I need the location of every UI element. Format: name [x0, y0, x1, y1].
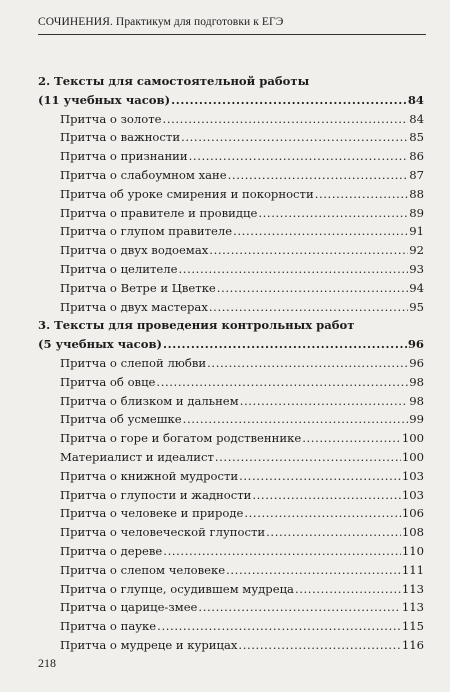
toc-entry-title: Притча о слепом человеке — [60, 562, 226, 577]
toc-entry — [38, 298, 424, 317]
toc-entry-page: 113 — [401, 581, 424, 596]
toc-section-heading — [38, 72, 424, 91]
toc-entry-title: Притча о слепой любви — [60, 355, 207, 370]
dot-leader — [198, 598, 400, 617]
toc-entry-page: 93 — [409, 261, 424, 276]
dot-leader — [209, 298, 408, 317]
toc-entry — [38, 504, 424, 523]
dot-leader — [315, 185, 409, 204]
toc-entry-page: 106 — [401, 506, 424, 521]
dot-leader — [189, 147, 409, 166]
dot-leader — [226, 561, 401, 580]
dot-leader — [239, 467, 401, 486]
dot-leader — [217, 279, 408, 298]
dot-leader — [156, 373, 408, 392]
toc-section-hours — [38, 335, 424, 354]
toc-entry-page: 98 — [409, 393, 424, 408]
toc-entry-title: Притча о двух мастерах — [60, 299, 208, 314]
dot-leader — [252, 486, 401, 505]
toc-entry-page: 115 — [401, 619, 424, 634]
toc-entry-page: 100 — [401, 449, 424, 464]
toc-entry — [38, 580, 424, 599]
dot-leader — [157, 617, 401, 636]
toc-entry-title: Притча о целителе — [60, 261, 178, 276]
dot-leader — [258, 204, 408, 223]
toc-entry-page: 92 — [409, 243, 424, 258]
toc-entry — [38, 392, 424, 411]
toc-entry-title: Притча о дереве — [60, 543, 163, 558]
dot-leader — [163, 335, 407, 354]
toc-entry — [38, 448, 424, 467]
dot-leader — [295, 580, 401, 599]
toc-section-hours — [38, 91, 424, 110]
toc-entry-title: 2. Тексты для самостоятельной работы — [38, 74, 310, 88]
dot-leader — [244, 504, 401, 523]
dot-leader — [233, 222, 408, 241]
dot-leader — [266, 523, 401, 542]
toc-entry-title: Притча о книжной мудрости — [60, 468, 239, 483]
dot-leader — [171, 91, 407, 110]
toc-entry-title: Притча о слабоумном хане — [60, 167, 227, 182]
dot-leader — [183, 410, 409, 429]
toc-entry — [38, 128, 424, 147]
toc-entry-page: 98 — [409, 374, 424, 389]
toc-entry-page: 87 — [409, 167, 424, 182]
toc-entry-title: Притча о горе и богатом родственнике — [60, 431, 302, 446]
toc-entry-page: 99 — [409, 412, 424, 427]
header-divider — [38, 34, 426, 35]
toc-entry — [38, 373, 424, 392]
toc-entry-page: 100 — [401, 431, 424, 446]
toc-entry-page: 103 — [401, 468, 424, 483]
dot-leader — [181, 128, 408, 147]
toc-entry-title: Притча о глупости и жадности — [60, 487, 252, 502]
toc-entry — [38, 636, 424, 655]
toc-entry — [38, 523, 424, 542]
toc-entry-title: Притча о близком и дальнем — [60, 393, 239, 408]
toc-entry-title: Притча об уроке смирения и покорности — [60, 186, 314, 201]
dot-leader — [163, 542, 401, 561]
toc-entry — [38, 204, 424, 223]
dot-leader — [215, 448, 401, 467]
toc-entry-title: (5 учебных часов) — [38, 337, 162, 352]
toc-entry-page: 84 — [407, 92, 424, 107]
toc-entry-title: Притча о глупце, осудившем мудреца — [60, 581, 294, 596]
toc-entry — [38, 486, 424, 505]
toc-entry — [38, 542, 424, 561]
toc-entry-page: 103 — [401, 487, 424, 502]
toc-entry-page: 94 — [409, 280, 424, 295]
dot-leader — [209, 241, 408, 260]
toc-entry-page: 91 — [409, 224, 424, 239]
toc-entry — [38, 241, 424, 260]
toc-entry-page: 95 — [409, 299, 424, 314]
toc-entry-title: 3. Тексты для проведения контрольных работ — [38, 318, 355, 333]
toc-entry-title: Притча о глупом правителе — [60, 224, 233, 239]
toc-entry-title: Притча об усмешке — [60, 412, 182, 427]
toc-entry — [38, 185, 424, 204]
toc-entry-title: Притча о человеческой глупости — [60, 525, 266, 540]
dot-leader — [179, 260, 409, 279]
toc-entry — [38, 110, 424, 129]
toc-entry-title: Притча о правителе и провидце — [60, 205, 258, 220]
toc-entry — [38, 354, 424, 373]
page-number: 218 — [38, 656, 56, 670]
toc-entry-title: Притча о двух водоемах — [60, 243, 209, 258]
toc-entry — [38, 279, 424, 298]
toc-entry-page: 86 — [409, 149, 424, 164]
toc-section-heading — [38, 316, 424, 335]
toc-entry — [38, 598, 424, 617]
toc-entry-title: Притча о пауке — [60, 619, 157, 634]
toc-entry-title: Притча о царице-змее — [60, 600, 198, 615]
toc-entry-title: Притча о золоте — [60, 111, 162, 126]
toc-entry-title: Притча о мудреце и курицах — [60, 637, 238, 652]
toc-entry-page: 96 — [409, 355, 424, 370]
toc-entry-title: Притча о Ветре и Цветке — [60, 280, 216, 295]
toc-entry — [38, 429, 424, 448]
dot-leader — [238, 636, 400, 655]
dot-leader — [302, 429, 401, 448]
toc-entry — [38, 222, 424, 241]
running-header: СОЧИНЕНИЯ. Практикум для подготовки к ЕГЭ — [38, 16, 284, 28]
toc-entry-title: Притча о важности — [60, 130, 181, 145]
toc-entry — [38, 561, 424, 580]
toc-entry-page: 111 — [401, 562, 424, 577]
toc-entry — [38, 260, 424, 279]
toc-entry-title: (11 учебных часов) — [38, 92, 171, 107]
dot-leader — [228, 166, 409, 185]
toc-entry-page: 88 — [409, 186, 424, 201]
toc-entry-title: Материалист и идеалист — [60, 449, 214, 464]
toc-entry — [38, 147, 424, 166]
toc-entry-page: 89 — [409, 205, 424, 220]
toc-entry-title: Притча об овце — [60, 374, 156, 389]
toc-entry-page: 85 — [409, 130, 424, 145]
dot-leader — [240, 392, 409, 411]
toc-entry — [38, 467, 424, 486]
toc-entry-page: 110 — [401, 543, 424, 558]
toc-entry-page: 116 — [401, 637, 424, 652]
toc-entry — [38, 617, 424, 636]
toc-entry-page: 96 — [407, 337, 424, 352]
dot-leader — [163, 110, 409, 129]
toc-entry-title: Притча о человеке и природе — [60, 506, 244, 521]
table-of-contents — [38, 72, 424, 655]
toc-entry-page: 84 — [409, 111, 424, 126]
dot-leader — [207, 354, 408, 373]
toc-entry — [38, 410, 424, 429]
toc-entry — [38, 166, 424, 185]
toc-entry-page: 113 — [401, 600, 424, 615]
toc-entry-page: 108 — [401, 525, 424, 540]
toc-entry-title: Притча о признании — [60, 149, 188, 164]
